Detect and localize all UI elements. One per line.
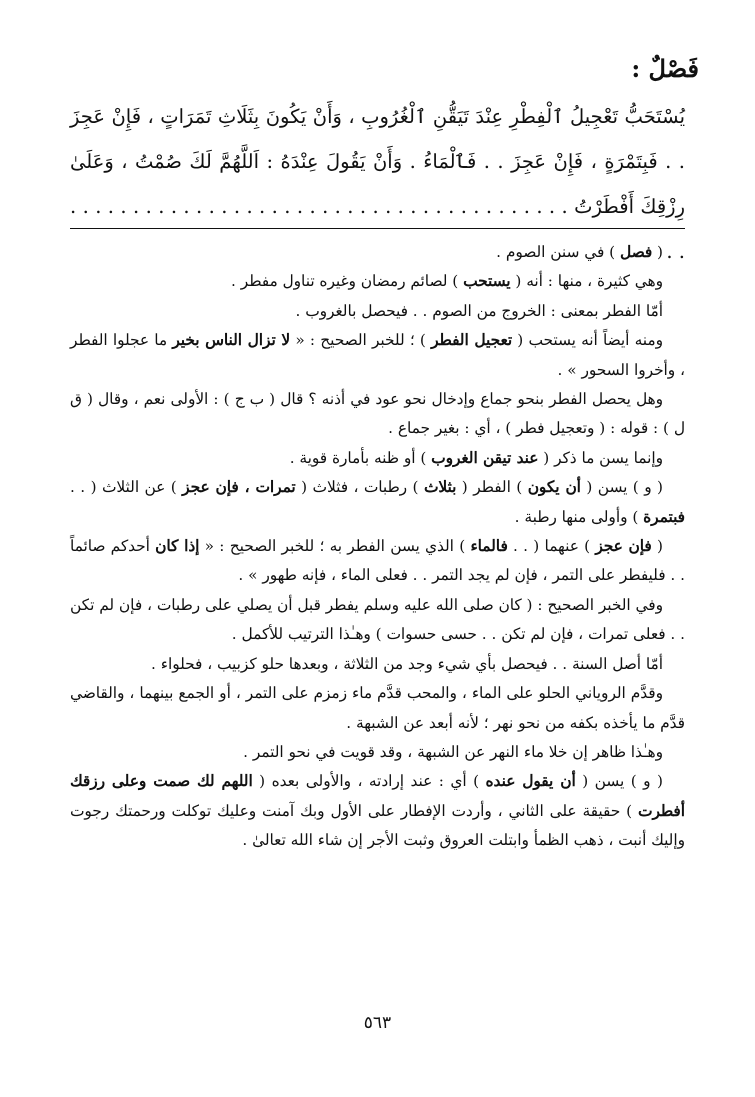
quoted-matn-text: فالماء	[470, 537, 508, 556]
commentary-paragraph	[70, 532, 685, 591]
commentary-text: ما عجلوا الفطر ، وأخروا السحور » .	[70, 331, 685, 379]
quoted-matn-text: أن يكون	[527, 478, 581, 497]
quoted-matn-text: إذا كان	[155, 537, 200, 556]
commentary-text: ) عن الثلاث ( . .	[70, 478, 183, 497]
commentary-paragraph	[70, 738, 685, 767]
quoted-matn-text: فإن عجز	[595, 537, 652, 556]
quoted-matn-text: اللهم لك صمت وعلى رزقك أفطرت	[70, 772, 685, 820]
commentary-paragraph	[70, 767, 685, 855]
commentary-text: ) لصائم رمضان وغيره تناول مفطر .	[231, 272, 464, 291]
commentary-text: ) في سنن الصوم .	[496, 243, 620, 261]
commentary-paragraph	[70, 297, 685, 326]
quoted-matn-text: فبتمرة	[643, 507, 685, 526]
commentary-text: وإنما يسن ما ذكر (	[538, 448, 663, 467]
section-title: فَصْلٌ :	[631, 54, 699, 83]
commentary-text: وهـٰذا ظاهر إن خلا ماء النهر عن الشبهة ، وقد قويت في نحو التمر .	[243, 742, 663, 761]
commentary-paragraph	[70, 591, 685, 650]
commentary-text: (	[652, 243, 663, 261]
matn-end-dots: . . . . . . . . . . . . . . . . . . . . . . . . . . . . . . . . . . . . . . . . .	[70, 195, 685, 263]
commentary-text: ) ؛ للخبر الصحيح : «	[290, 331, 432, 350]
quoted-matn-text: تمرات ، فإن عجز	[182, 478, 296, 497]
commentary-text: ومنه أيضاً أنه يستحب (	[512, 331, 664, 350]
commentary-text: (	[651, 537, 663, 556]
commentary-text: ) الفطر (	[456, 478, 528, 497]
quoted-matn-text: لا تزال الناس بخير	[172, 331, 291, 350]
quoted-matn-text: بثلاث	[423, 478, 457, 497]
commentary-text: ) رطبات ، فثلاث (	[295, 478, 424, 497]
commentary-paragraph	[70, 238, 685, 267]
quoted-matn-text: فصل	[619, 243, 653, 261]
commentary-text: ) عنهما ( . .	[507, 537, 596, 556]
commentary-text: ) حقيقة على الثاني ، وأردت الإفطار على الأول وبك آمنت وعليك توكلت ورحمتك رجوت وإليك أنبت ، ذهب الظمأ وابتلت العروق وثبت الأجر إن شاء الله تعالىٰ .	[70, 801, 685, 850]
commentary	[70, 238, 685, 856]
commentary-text: ) أي : عند إرادته ، والأولى بعده (	[252, 772, 486, 791]
commentary-text: ) أو ظنه بأمارة قوية .	[289, 448, 432, 467]
commentary-text: وقدَّم الروياني الحلو على الماء ، والمحب قدَّم ماء زمزم على التمر ، أو الجمع بينهما ، والقاضي قدَّم ما يأخذه بكفه من نحو نهر ؛ لأنه أبعد عن الشبهة .	[70, 684, 685, 732]
commentary-text: أمّا الفطر بمعنى : الخروج من الصوم . . فيحصل بالغروب .	[295, 301, 663, 320]
quoted-matn-text: عند تيقن الغروب	[431, 448, 539, 467]
commentary-text: أحدكم صائماً . . فليفطر على التمر ، فإن لم يجد التمر . . فعلى الماء ، فإنه طهور » .	[70, 537, 685, 585]
page-number: ٥٦٣	[363, 1013, 392, 1033]
commentary-paragraph	[70, 650, 685, 679]
quoted-matn-text: أن يقول عنده	[485, 772, 576, 791]
commentary-text: ) الذي يسن الفطر به ؛ للخبر الصحيح : «	[199, 537, 471, 556]
quoted-matn-text: تعجيل الفطر	[431, 331, 513, 350]
commentary-text: ) وأولى منها رطبة .	[514, 507, 644, 526]
commentary-paragraph	[70, 326, 685, 385]
commentary-paragraph	[70, 473, 685, 532]
commentary-paragraph	[70, 385, 685, 444]
commentary-paragraph	[70, 267, 685, 296]
commentary-text: أمّا أصل السنة . . فيحصل بأي شيء وجد من الثلاثة ، وبعدها حلو كزبيب ، فحلواء .	[151, 654, 663, 673]
commentary-text: ( و ) يسن (	[575, 772, 663, 791]
matn-body: يُسْتَحَبُّ تَعْجِيلُ ٱلْفِطْرِ عِنْدَ تَيَقُّنِ ٱلْغُرُوبِ ، وَأَنْ يَكُونَ بِثَلَاثِ تَمَرَاتٍ ، فَإِنْ عَجِزَ . . فَبِتَمْرَةٍ ، فَإِنْ عَجِزَ . . فَٱلْمَاءُ . وَأَنْ يَقُولَ عِنْدَهُ : اَللَّهُمَّ لَكَ صُمْتُ ، وَعَلَىٰ رِزْقِكَ أَفْطَرْتُ .	[70, 105, 685, 218]
commentary-text: وهي كثيرة ، منها : أنه (	[510, 272, 663, 291]
separator-rule	[70, 228, 685, 229]
commentary-paragraph	[70, 444, 685, 473]
commentary-text: ( و ) يسن (	[580, 478, 664, 497]
commentary-paragraph	[70, 679, 685, 738]
quoted-matn-text: يستحب	[463, 272, 511, 291]
commentary-text: وهل يحصل الفطر بنحو جماع وإدخال نحو عود في أذنه ؟ قال ( ب ج ) : الأولى نعم ، وقال ( ق ل ) : قوله : ( وتعجيل فطر ) ، أي : بغير جماع .	[70, 390, 685, 438]
commentary-text: وفي الخبر الصحيح : ( كان صلى الله عليه وسلم يفطر قبل أن يصلي على رطبات ، فإن لم تكن . . فعلى تمرات ، فإن لم تكن . . حسى حسوات ) وهـٰذا الترتيب للأكمل .	[70, 595, 685, 644]
